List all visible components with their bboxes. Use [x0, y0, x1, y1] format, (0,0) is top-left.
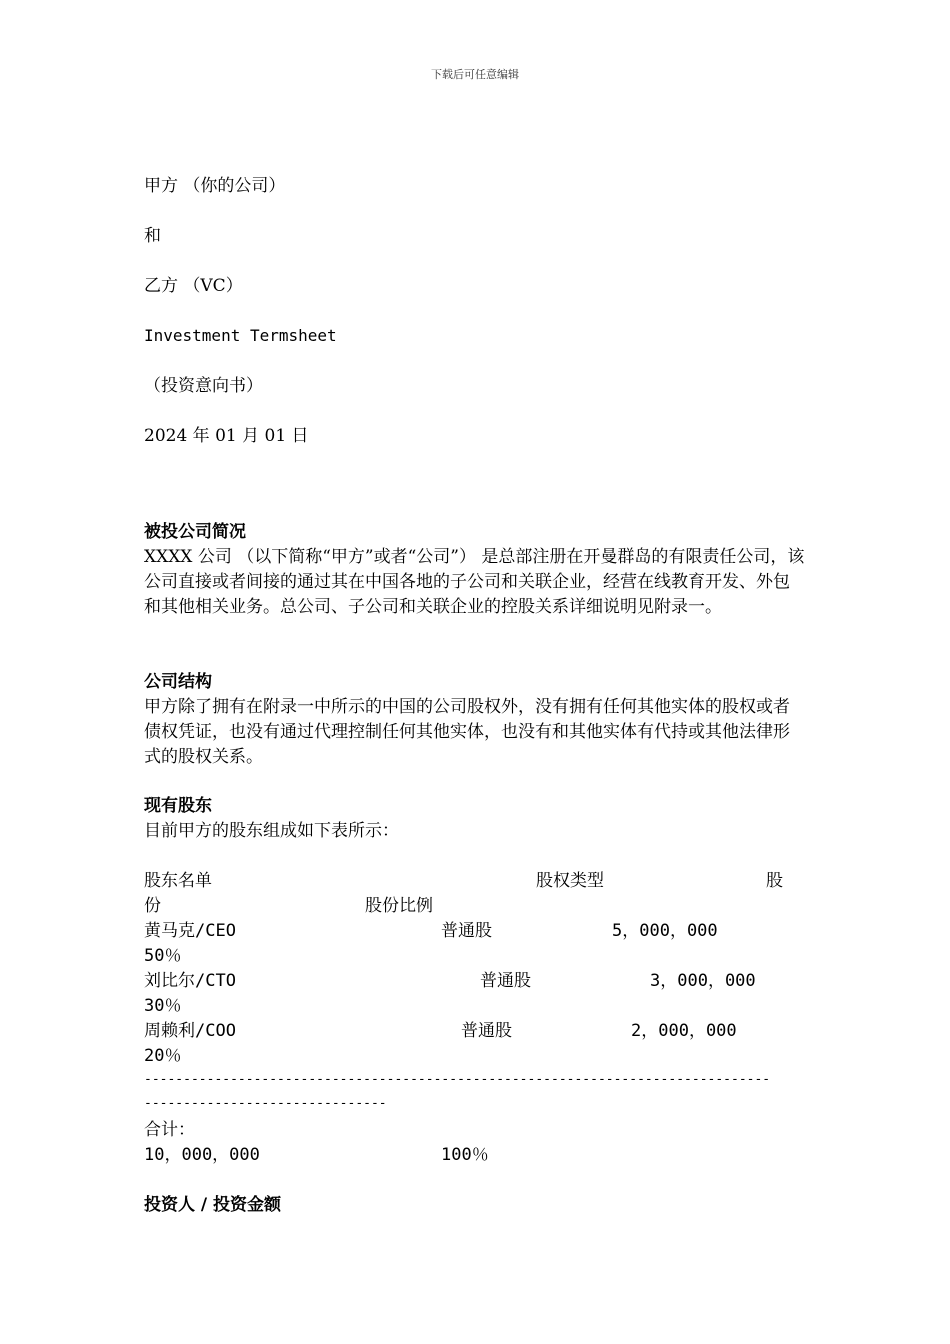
doc-title-en: Investment Termsheet — [144, 326, 337, 345]
shareholders-intro: 目前甲方的股东组成如下表所示： — [144, 821, 399, 841]
party-a: 甲方 （你的公司） — [144, 176, 286, 196]
section-heading-investor: 投资人 / 投资金额 — [144, 1195, 282, 1215]
table-row-ratio: 20％ — [144, 1046, 182, 1066]
table-total-label: 合计： — [144, 1120, 195, 1140]
table-row-ratio: 30％ — [144, 996, 182, 1016]
table-row-name: 周赖利/COO — [144, 1021, 236, 1041]
table-header-shares-b: 份 — [144, 896, 161, 916]
section-body-company-overview: XXXX 公司 （以下简称“甲方”或者“公司”） 是总部注册在开曼群岛的有限责任公司，该公司直接或者间接的通过其在中国各地的子公司和关联企业，经营在线教育开发、外包和其他相关业务。总公司、子公司和关联企业的控股关系详细说明见附录一。 — [144, 547, 805, 617]
doc-date: 2024 年 01 月 01 日 — [144, 426, 309, 446]
section-heading-structure: 公司结构 — [144, 672, 212, 692]
table-separator-continued: ------------------------------- — [144, 1096, 387, 1111]
and-text: 和 — [144, 226, 161, 246]
table-row-name: 黄马克/CEO — [144, 921, 236, 941]
table-total-shares: 10，000，000 — [144, 1145, 260, 1165]
table-header-name: 股东名单 — [144, 871, 212, 891]
page-header-note: 下载后可任意编辑 — [431, 68, 519, 81]
table-header-type: 股权类型 — [536, 871, 604, 891]
doc-title-cn: （投资意向书） — [144, 376, 263, 396]
table-total-ratio: 100％ — [441, 1145, 489, 1165]
section-body-structure: 甲方除了拥有在附录一中所示的中国的公司股权外，没有拥有任何其他实体的股权或者债权凭证，也没有通过代理控制任何其他实体，也没有和其他实体有代持或其他法律形式的股权关系。 — [144, 697, 790, 767]
table-row-type: 普通股 — [461, 1021, 512, 1041]
section-heading-company-overview: 被投公司简况 — [144, 522, 246, 542]
table-header-shares-a: 股 — [766, 871, 783, 891]
section-heading-shareholders: 现有股东 — [144, 796, 212, 816]
table-row-shares: 3，000，000 — [650, 971, 756, 991]
table-separator: -------------------------------------------------------------------------------- — [144, 1072, 771, 1087]
table-row-shares: 5，000，000 — [612, 921, 718, 941]
table-row-name: 刘比尔/CTO — [144, 971, 236, 991]
table-row-type: 普通股 — [441, 921, 492, 941]
table-header-ratio: 股份比例 — [365, 896, 433, 916]
party-b: 乙方 （VC） — [144, 276, 243, 296]
table-row-shares: 2，000，000 — [631, 1021, 737, 1041]
table-row-ratio: 50％ — [144, 946, 182, 966]
table-row-type: 普通股 — [480, 971, 531, 991]
